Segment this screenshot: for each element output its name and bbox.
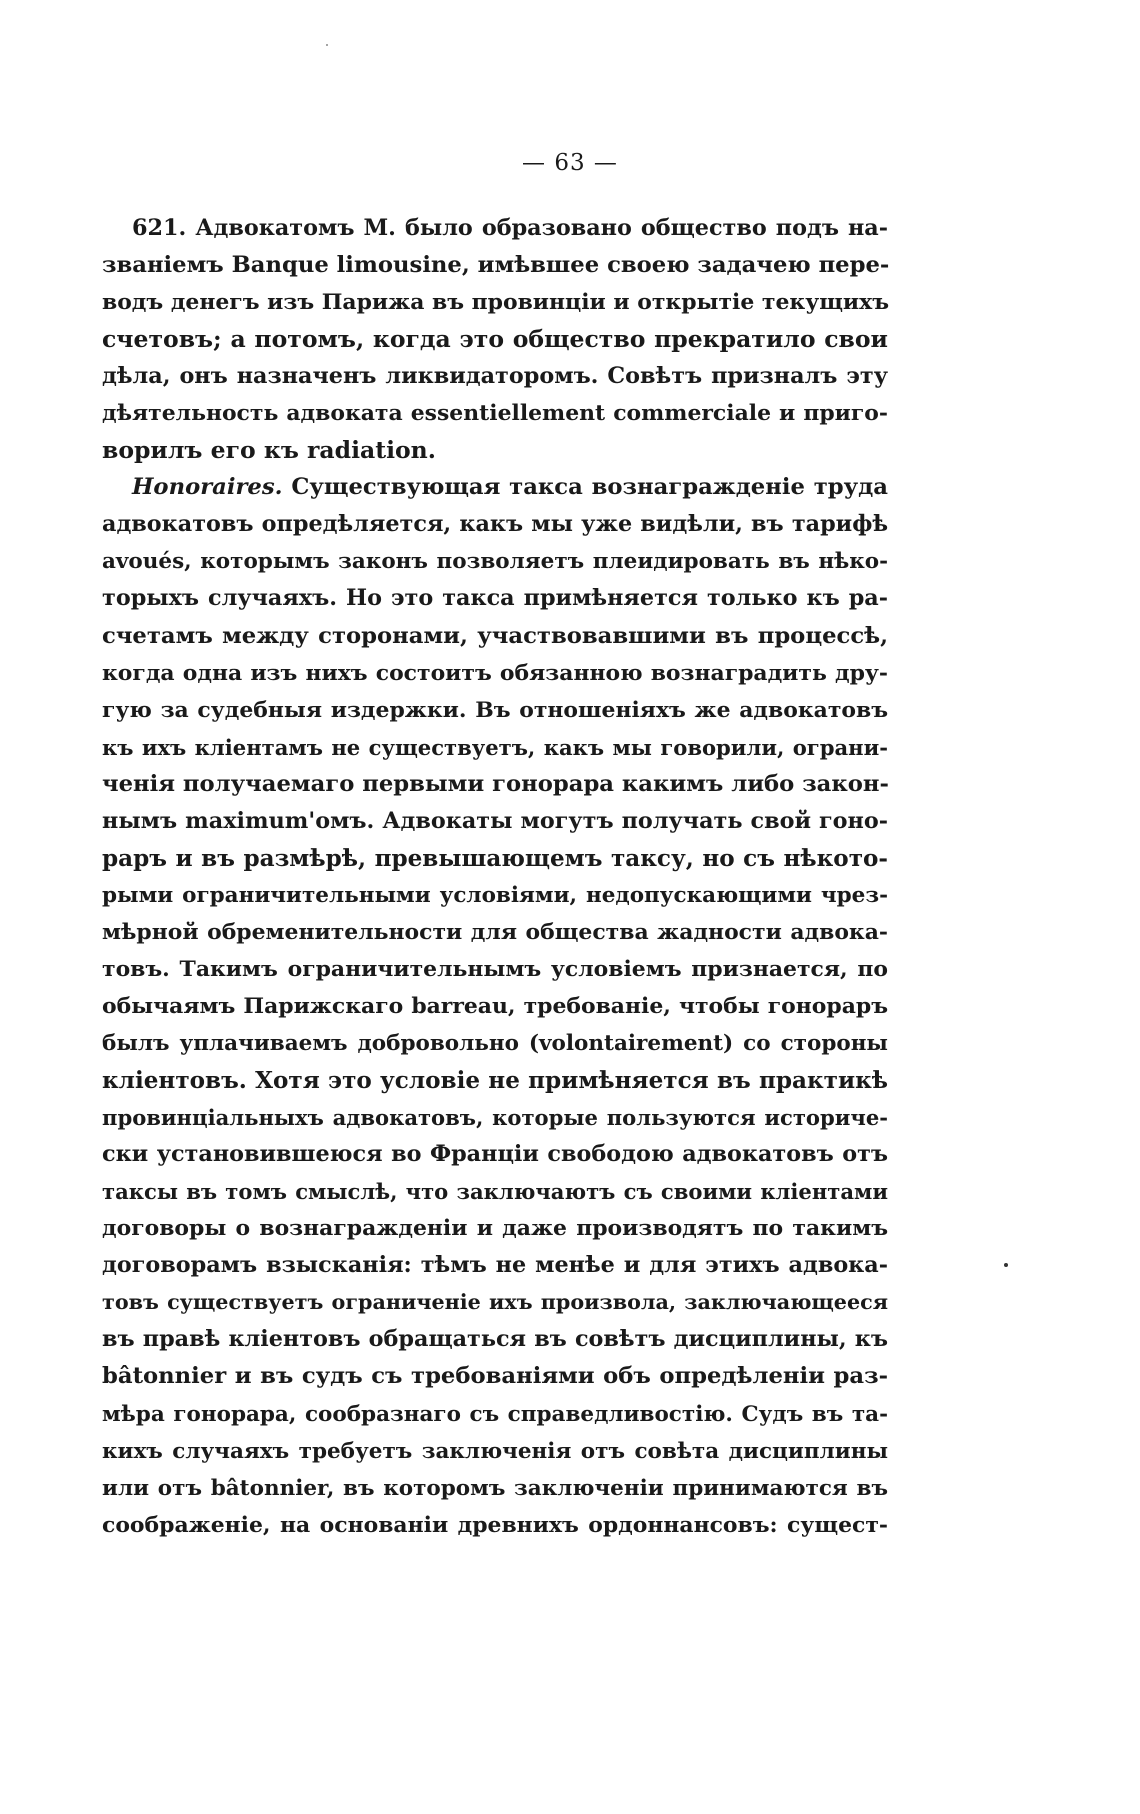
text-line-rest: Существующая такса вознагражденіе труда	[282, 474, 888, 501]
text-line: ворилъ его къ radiation.	[102, 436, 436, 465]
text-line: avoués, которымъ законъ позволяетъ плеидировать въ нѣко-	[102, 549, 888, 575]
text-line: bâtonnier и въ судъ съ требованіями объ опредѣленіи раз-	[102, 1363, 888, 1390]
section-lead: Honoraires.	[132, 474, 283, 501]
text-line: былъ уплачиваемъ добровольно (volontairement) со стороны	[102, 1031, 888, 1057]
text-line: гую за судебныя издержки. Въ отношеніяхъ же адвокатовъ	[102, 696, 888, 723]
text-line: мѣра гонорара, сообразнаго съ справедливостію. Судъ въ та-	[102, 1401, 888, 1427]
text-line: раръ и въ размѣрѣ, превышающемъ таксу, но съ нѣкото-	[102, 844, 888, 872]
text-line: къ ихъ кліентамъ не существуетъ, какъ мы говорили, ограни-	[102, 734, 888, 760]
text-line: договоры о вознагражденіи и даже производятъ по такимъ	[102, 1215, 888, 1242]
text-line: дѣятельность адвоката essentiellement commerciale и приго-	[102, 400, 888, 427]
text-line: званіемъ Banque limousine, имѣвшее своею задачею пере-	[102, 252, 890, 279]
text-line: дѣла, онъ назначенъ ликвидаторомъ. Совѣтъ призналъ эту	[102, 363, 888, 390]
text-line: ченія получаемаго первыми гонорара какимъ либо закон-	[102, 770, 889, 797]
text-line: договорамъ взысканія: тѣмъ не менѣе и для этихъ адвока-	[102, 1252, 888, 1279]
scan-speck	[1004, 1263, 1008, 1267]
text-line: таксы въ томъ смыслѣ, что заключаютъ съ своими кліентами	[102, 1179, 888, 1205]
text-line: товъ. Такимъ ограничительнымъ условіемъ признается, по	[102, 955, 888, 982]
text-line: ски установившеюся во Франціи свободою адвокатовъ отъ	[102, 1141, 888, 1168]
text-line: соображеніе, на основаніи древнихъ ордоннансовъ: сущест-	[102, 1511, 888, 1538]
text-line: счетовъ; а потомъ, когда это общество прекратило свои	[102, 325, 888, 354]
text-line: адвокатовъ опредѣляется, какъ мы уже видѣли, въ тарифѣ	[102, 511, 888, 538]
text-line: когда одна изъ нихъ состоитъ обязанною вознаградить дру-	[102, 659, 888, 686]
text-line: 621. Адвокатомъ М. было образовано общество подъ на-	[132, 215, 888, 241]
text-line: товъ существуетъ ограниченіе ихъ произвола, заключающееся	[102, 1290, 888, 1315]
page-number: — 63 —	[522, 150, 618, 176]
text-line: обычаямъ Парижскаго barreau, требованіе, чтобы гонораръ	[102, 992, 888, 1019]
text-line: торыхъ случаяхъ. Но это такса примѣняется только къ ра-	[102, 585, 888, 612]
text-line: въ правѣ кліентовъ обращаться въ совѣтъ дисциплины, къ	[102, 1326, 888, 1353]
text-line	[102, 469, 888, 506]
text-line: водъ денегъ изъ Парижа въ провинціи и открытіе текущихъ	[102, 289, 889, 316]
text-line: счетамъ между сторонами, участвовавшими въ процессѣ,	[102, 622, 888, 649]
scan-speck	[326, 44, 328, 46]
text-line: кихъ случаяхъ требуетъ заключенія отъ совѣта дисциплины	[102, 1438, 888, 1464]
body-text	[102, 210, 888, 1544]
text-line: кліентовъ. Хотя это условіе не примѣняется въ практикѣ	[102, 1067, 888, 1095]
text-line: провинціальныхъ адвокатовъ, которые пользуются историче-	[102, 1105, 888, 1131]
text-line: мѣрной обременительности для общества жадности адвока-	[102, 918, 888, 945]
text-line: нымъ maximum'омъ. Адвокаты могутъ получать свой гоно-	[102, 807, 888, 834]
text-line: рыми ограничительными условіями, недопускающими чрез-	[102, 882, 888, 908]
text-line: или отъ bâtonnier, въ которомъ заключеніи принимаются въ	[102, 1475, 888, 1501]
